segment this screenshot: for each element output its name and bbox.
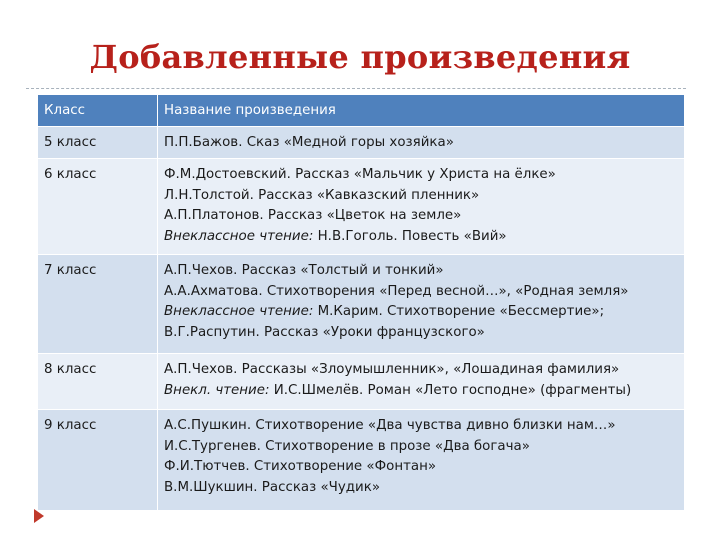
works-cell (158, 255, 685, 354)
table-header-row (38, 95, 685, 127)
work-line: А.С.Пушкин. Стихотворение «Два чувства дивно близки нам…» (164, 418, 616, 433)
header-grade: Класс (38, 95, 158, 127)
works-cell (158, 127, 685, 159)
table-row (38, 255, 685, 354)
works-table-container (37, 94, 684, 510)
title-divider (26, 88, 686, 89)
works-table (37, 94, 685, 511)
table-row (38, 159, 685, 255)
work-line: В.Г.Распутин. Рассказ «Уроки французского» (164, 324, 485, 340)
grade-cell: 5 класс (38, 127, 158, 159)
grade-cell: 7 класс (38, 255, 158, 354)
work-line: Внеклассное чтение: М.Карим. Стихотворение «Бессмертие»; (164, 304, 605, 319)
header-work-title: Название произведения (158, 95, 685, 127)
work-line: А.П.Чехов. Рассказ «Толстый и тонкий» (164, 263, 444, 278)
works-cell (158, 159, 685, 255)
work-line: И.С.Тургенев. Стихотворение в прозе «Два богача» (164, 438, 530, 454)
work-line: Ф.М.Достоевский. Рассказ «Мальчик у Христа на ёлке» (164, 167, 556, 182)
work-line: Л.Н.Толстой. Рассказ «Кавказский пленник» (164, 187, 480, 203)
grade-cell: 6 класс (38, 159, 158, 255)
work-line: П.П.Бажов. Сказ «Медной горы хозяйка» (164, 135, 454, 150)
work-line: А.П.Платонов. Рассказ «Цветок на земле» (164, 208, 462, 223)
work-line: А.А.Ахматова. Стихотворения «Перед весной…», «Родная земля» (164, 283, 629, 299)
works-cell (158, 354, 685, 410)
table-row (38, 354, 685, 410)
slide-marker-arrow-icon (34, 509, 44, 523)
grade-cell: 8 класс (38, 354, 158, 410)
work-line: Внекл. чтение: И.С.Шмелёв. Роман «Лето господне» (фрагменты) (164, 382, 632, 398)
grade-cell: 9 класс (38, 410, 158, 511)
work-line: Ф.И.Тютчев. Стихотворение «Фонтан» (164, 459, 437, 474)
page-title: Добавленные произведения (89, 38, 631, 76)
table-row (38, 410, 685, 511)
work-line: В.М.Шукшин. Рассказ «Чудик» (164, 479, 381, 495)
works-cell (158, 410, 685, 511)
table-row (38, 127, 685, 159)
work-line: Внеклассное чтение: Н.В.Гоголь. Повесть «Вий» (164, 228, 507, 244)
work-line: А.П.Чехов. Рассказы «Злоумышленник», «Лошадиная фамилия» (164, 362, 620, 377)
